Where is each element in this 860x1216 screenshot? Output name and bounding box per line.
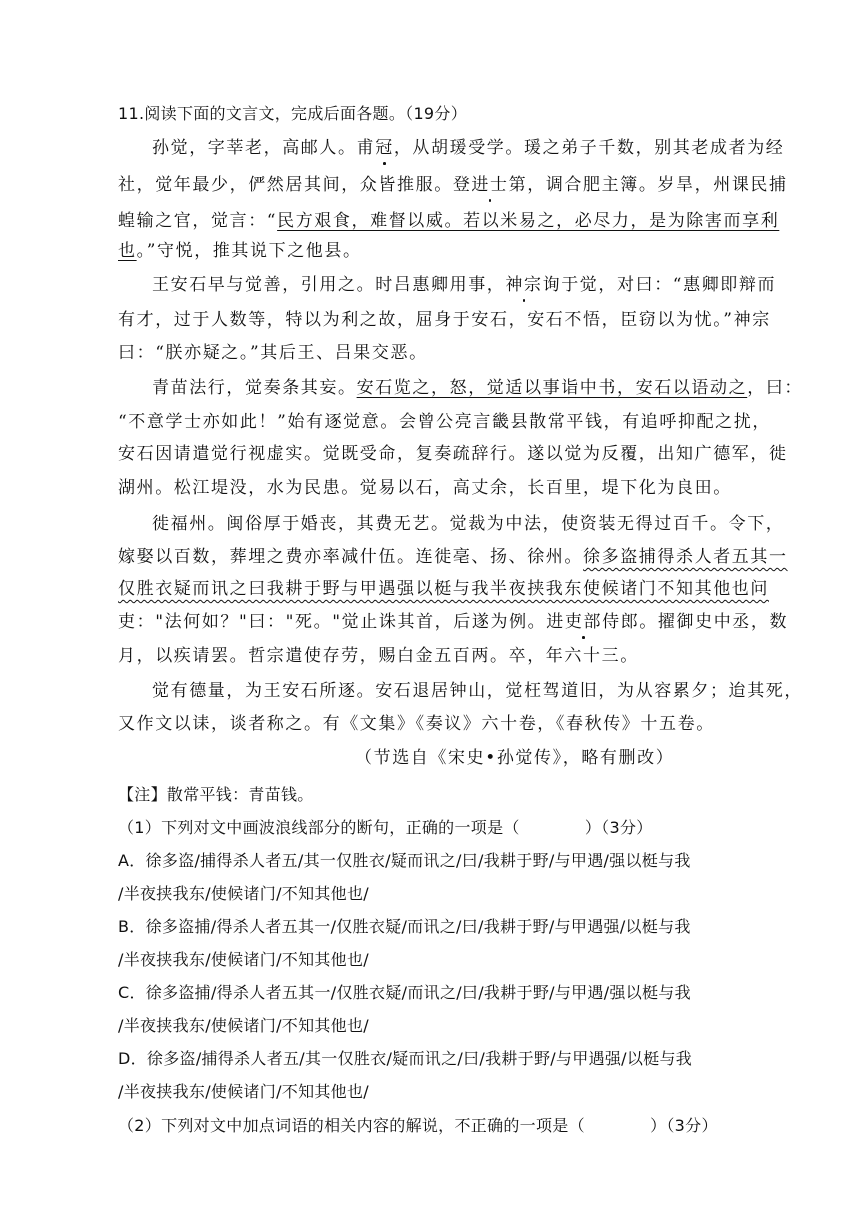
passage-text: 青苗法行，觉奏条其妄。 [152, 378, 357, 398]
passage-text: ，曰： [747, 378, 804, 398]
q1-option-b: B．徐多盗捕/得杀人者五其一/仅胜衣疑/而讯之/曰/我耕于野/与甲遇强/以梃与我 [118, 917, 691, 936]
q1-option-c: C．徐多盗捕/得杀人者五其一/仅胜衣疑/而讯之/曰/我耕于野/与甲遇/强以梃与我 [118, 983, 691, 1002]
passage-text: 侍郎。擢御史中丞，数 [602, 612, 789, 632]
passage-line-17 [152, 683, 803, 700]
source-citation: （节选自《宋史•孙觉传》，略有删改） [355, 748, 675, 768]
passage-line-14 [118, 581, 769, 598]
passage-line-12: 徙福州。闽俗厚于婚丧，其费无艺。觉裁为中法，使资装无得过百千。令下， [152, 514, 785, 534]
wavy-underlined-text: 徐多盗捕得杀人者五其一 [583, 547, 788, 567]
dotted-word: 吏部 [564, 612, 603, 632]
passage-line-7: 曰：“朕亦疑之。”其后王、吕果交恶。 [118, 343, 428, 363]
passage-line-6: 有才，过于人数等，特以为利之故，屈身于安石，安石不悟，臣窃以为忧。”神宗 [118, 310, 771, 330]
passage-text: 询于觉，对曰：“惠卿即辩而 [542, 275, 777, 295]
q1-option-a: A．徐多盗/捕得杀人者五/其一仅胜衣/疑而讯之/曰/我耕于野/与甲遇/强以梃与我 [118, 851, 691, 870]
q1-option-d: D．徐多盗/捕得杀人者五/其一仅胜衣/疑而讯之/曰/我耕于野/与甲遇强/以梃与我 [118, 1049, 693, 1068]
passage-line-11: 湖州。松江堤没，水为民患。觉易以石，高丈余，长百里，堤下化为良田。 [118, 478, 732, 498]
annotation-note: 【注】散常平钱：青苗钱。 [118, 785, 314, 804]
passage-line-15 [118, 614, 788, 631]
passage-text: 王安石早与觉善，引用之。时吕惠卿用事， [152, 275, 506, 295]
q1-option-d-cont: /半夜挟我东/使候诸门/不知其他也/ [118, 1082, 369, 1101]
question-header: 11.阅读下面的文言文，完成后面各题。（19分） [118, 104, 468, 123]
passage-text: 。”守悦，推其说下之他县。 [136, 241, 362, 261]
underlined-sentence: 安石览之，怒，觉适以事诣中书，安石以语动之 [356, 378, 748, 398]
passage-text: 嫁娶以百数，葬埋之费亦率减什伍。连徙亳、扬、徐州。 [118, 547, 583, 567]
dotted-word: 冠 [375, 138, 394, 158]
passage-text: ，从胡瑗受学。瑗之弟子千数，别其老成者为经 [393, 138, 785, 158]
passage-text: 孙觉，字莘老，高邮人。甫 [152, 138, 376, 158]
q1-option-b-cont: /半夜挟我东/使候诸门/不知其他也/ [118, 950, 369, 969]
q1-option-a-cont: /半夜挟我东/使候诸门/不知其他也/ [118, 884, 369, 903]
passage-line-8 [152, 380, 803, 397]
passage-line-18: 又作文以诔，谈者称之。有《文集》《奏议》六十卷，《春秋传》十五卷。 [118, 714, 715, 734]
dotted-word: 神宗 [505, 275, 543, 295]
passage-text: 蝗输之官，觉言：“ [118, 211, 278, 231]
passage-line-2 [118, 177, 788, 194]
underlined-sentence: 也 [118, 241, 137, 261]
wavy-underlined-text: 仅胜衣疑而讯之曰我耕于野与甲遇强以梃与我半夜挟我东使候诸门不知其他也问 [118, 579, 769, 599]
passage-line-9: “不意学士亦如此！”始有逐觉意。会曾公亮言畿县散常平钱，有追呼抑配之扰， [118, 412, 771, 432]
passage-text: 吏："法何如？"曰："死。"觉止诛其首，后遂为例。进 [118, 612, 565, 632]
q1-option-c-cont: /半夜挟我东/使候诸门/不知其他也/ [118, 1016, 369, 1035]
passage-line-13 [118, 549, 788, 566]
passage-line-4 [118, 243, 362, 260]
dotted-word: 登进士第 [452, 175, 528, 195]
passage-line-3 [118, 213, 779, 230]
passage-text: ，调合肥主簿。岁旱，州课民捕 [527, 175, 788, 195]
passage-line-16: 月，以疾请罢。哲宗遣使存劳，赐白金五百两。卒，年六十三。 [118, 646, 639, 666]
passage-text: 社，觉年最少，俨然居其间，众皆推服。 [118, 175, 453, 195]
passage-line-5 [152, 277, 776, 294]
passage-line-10: 安石因请遣觉行视虚实。觉既受命，复奏疏辞行。遂以觉为反覆，出知广德军，徙 [118, 444, 788, 464]
q2-stem: （2）下列对文中加点词语的相关内容的解说，不正确的一项是（ ）（3分） [118, 1116, 718, 1135]
q1-stem: （1）下列对文中画波浪线部分的断句，正确的一项是（ ）（3分） [118, 818, 653, 837]
passage-text: 迨其死， [728, 681, 804, 701]
passage-text: 觉有德量，为王安石所逐。安石退居钟山，觉枉驾道旧，为从容累夕； [152, 681, 729, 701]
passage-line-1 [152, 140, 784, 157]
underlined-sentence: 民方艰食，难督以威。若以米易之，必尽力，是为除害而享利 [277, 211, 780, 231]
